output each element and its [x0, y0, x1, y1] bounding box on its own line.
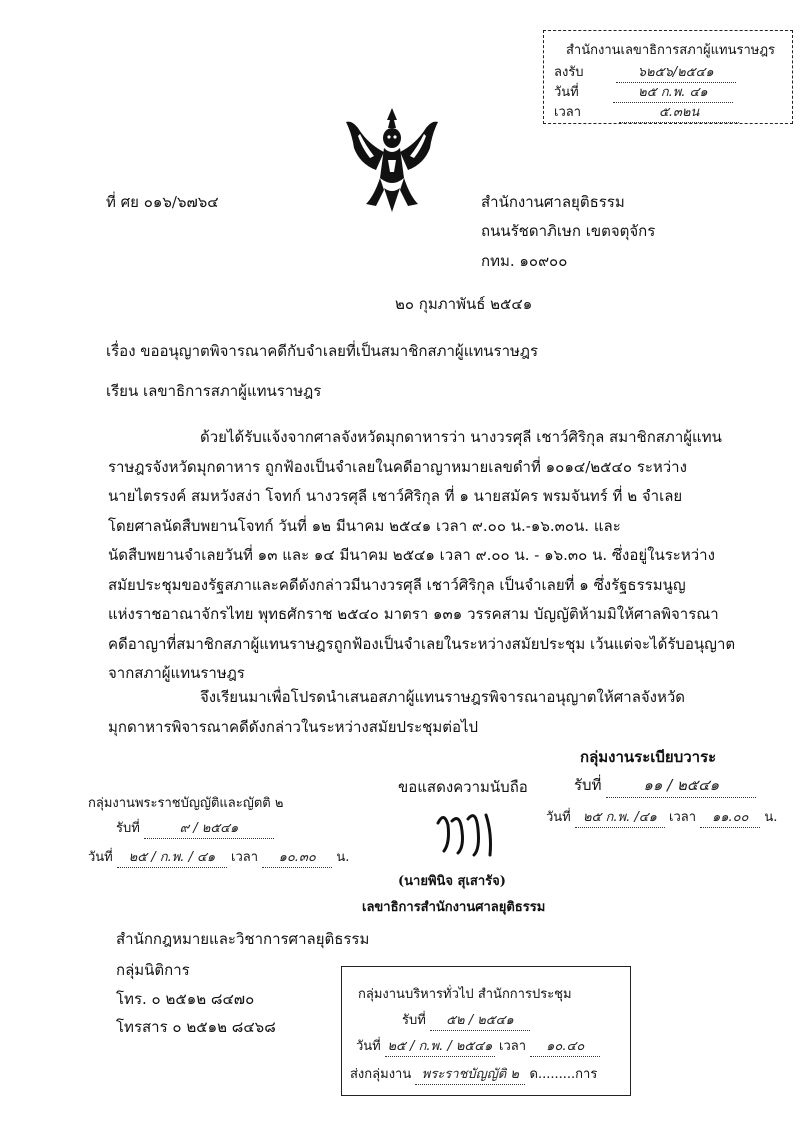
- paragraph-line: แห่งราชอาณาจักรไทย พุทธศักราช ๒๕๔๐ มาตรา ๑๓๑ วรรคสาม บัญญัติห้ามมิให้ศาลพิจารณา: [108, 605, 719, 623]
- paragraph-line: นัดสืบพยานจำเลยวันที่ ๑๓ และ ๑๔ มีนาคม ๒๕๔๑ เวลา ๙.๐๐ น. - ๑๖.๓๐ น. ซึ่งอยู่ในระหว่าง: [108, 546, 715, 564]
- registry-stamp-received: รับที่ ๑๑ / ๒๕๔๑: [574, 773, 756, 798]
- registry-stamp-datetime: วันที่ ๒๕ ก.พ. /๔๑ เวลา ๑๑.๐๐ น.: [546, 806, 777, 828]
- paragraph-line: จึงเรียนมาเพื่อโปรดนำเสนอสภาผู้แทนราษฎรพิจารณาอนุญาตให้ศาลจังหวัด: [200, 688, 686, 706]
- paragraph-line: ราษฎรจังหวัดมุกดาหาร ถูกฟ้องเป็นจำเลยในคดีอาญาหมายเลขดำที่ ๑๐๑๔/๒๕๔๐ ระหว่าง: [108, 457, 687, 476]
- paragraph-line: มุกดาหารพิจารณาคดีดังกล่าวในระหว่างสมัยประชุมต่อไป: [108, 717, 479, 736]
- admin-stamp-received: รับที่ ๕๒ / ๒๕๔๑: [402, 1009, 530, 1031]
- sender-office: สำนักงานศาลยุติธรรม: [481, 193, 625, 211]
- registry-stamp-title: กลุ่มงานระเบียบวาระ: [580, 748, 717, 766]
- paragraph-line: จากสภาผู้แทนราษฎร: [108, 664, 245, 682]
- legislation-stamp-received: รับที่ ๙ / ๒๕๔๑: [116, 817, 274, 839]
- signer-name: (นายพินิจ สุเสารัจ): [398, 874, 506, 889]
- garuda-emblem-icon: [340, 104, 444, 214]
- admin-stamp-title: กลุ่มงานบริหารทั่วไป สำนักการประชุม: [358, 987, 572, 1002]
- sender-city: กทม. ๑๐๙๐๐: [481, 252, 568, 270]
- letter-salutation: เรียน เลขาธิการสภาผู้แทนราษฎร: [106, 382, 322, 400]
- admin-stamp-datetime: วันที่ ๒๕ / ก.พ. / ๒๕๔๑ เวลา ๑๐.๔๐: [356, 1035, 600, 1057]
- body-paragraph-1: [108, 423, 748, 689]
- contact-phone: โทร. ๐ ๒๕๑๒ ๘๔๗๐: [116, 990, 255, 1008]
- paragraph-line: นายไตรรงค์ สมหวังสง่า โจทก์ นางวรศุลี เชาว์ศิริกุล ที่ ๑ นายสมัคร พรมจันทร์ ที่ ๒ จำเลย: [108, 487, 683, 505]
- handwritten-signature: [430, 803, 510, 861]
- top-right-receiving-stamp: [543, 30, 793, 124]
- paragraph-line: สมัยประชุมของรัฐสภาและคดีดังกล่าวมีนางวรศุลี เชาว์ศิริกุล เป็นจำเลยที่ ๑ ซึ่งรัฐธรรมนูญ: [108, 575, 686, 594]
- letter-date: ๒๐ กุมภาพันธ์ ๒๕๔๑: [395, 295, 533, 313]
- letter-subject: เรื่อง ขออนุญาตพิจารณาคดีกับจำเลยที่เป็นสมาชิกสภาผู้แทนราษฎร: [106, 342, 539, 360]
- stamp-line-date: วันที่ ๒๕ ก.พ. ๔๑: [554, 81, 733, 103]
- signer-title: เลขาธิการสำนักงานศาลยุติธรรม: [362, 900, 546, 915]
- stamp-org: สำนักงานเลขาธิการสภาผู้แทนราษฎร: [566, 43, 776, 58]
- legislation-stamp-datetime: วันที่ ๒๕ / ก.พ. / ๔๑ เวลา ๑๐.๓๐ น.: [88, 846, 349, 868]
- body-paragraph-2: [108, 683, 748, 742]
- contact-department: สำนักกฎหมายและวิชาการศาลยุติธรรม: [116, 930, 370, 948]
- reference-number: ที่ ศย ๐๑๖/๖๗๖๔: [106, 193, 219, 211]
- stamp-line-received: ลงรับ ๖๒๕๖/๒๕๔๑: [554, 61, 736, 83]
- paragraph-line: โดยศาลนัดสืบพยานโจทก์ วันที่ ๑๒ มีนาคม ๒๕๔๑ เวลา ๙.๐๐ น.-๑๖.๓๐น. และ: [108, 516, 621, 535]
- contact-section: กลุ่มนิติการ: [116, 961, 190, 979]
- closing-text: ขอแสดงความนับถือ: [398, 778, 528, 796]
- contact-fax: โทรสาร ๐ ๒๕๑๒ ๘๔๖๘: [116, 1018, 276, 1036]
- stamp-line-time: เวลา ๕.๓๒น: [554, 101, 739, 123]
- sender-road: ถนนรัชดาภิเษก เขตจตุจักร: [481, 222, 656, 240]
- paragraph-line: ด้วยได้รับแจ้งจากศาลจังหวัดมุกดาหารว่า นางวรศุลี เชาว์ศิริกุล สมาชิกสภาผู้แทน: [200, 428, 722, 446]
- legislation-stamp-title: กลุ่มงานพระราชบัญญัติและญัตติ ๒: [88, 796, 284, 811]
- admin-receiving-stamp: [341, 966, 631, 1096]
- admin-stamp-forward: ส่งกลุ่มงาน พระราชบัญญัติ ๒ ด.........การ: [350, 1063, 597, 1085]
- paragraph-line: คดีอาญาที่สมาชิกสภาผู้แทนราษฎรถูกฟ้องเป็นจำเลยในระหว่างสมัยประชุม เว้นแต่จะได้รับอนุญาต: [108, 634, 736, 653]
